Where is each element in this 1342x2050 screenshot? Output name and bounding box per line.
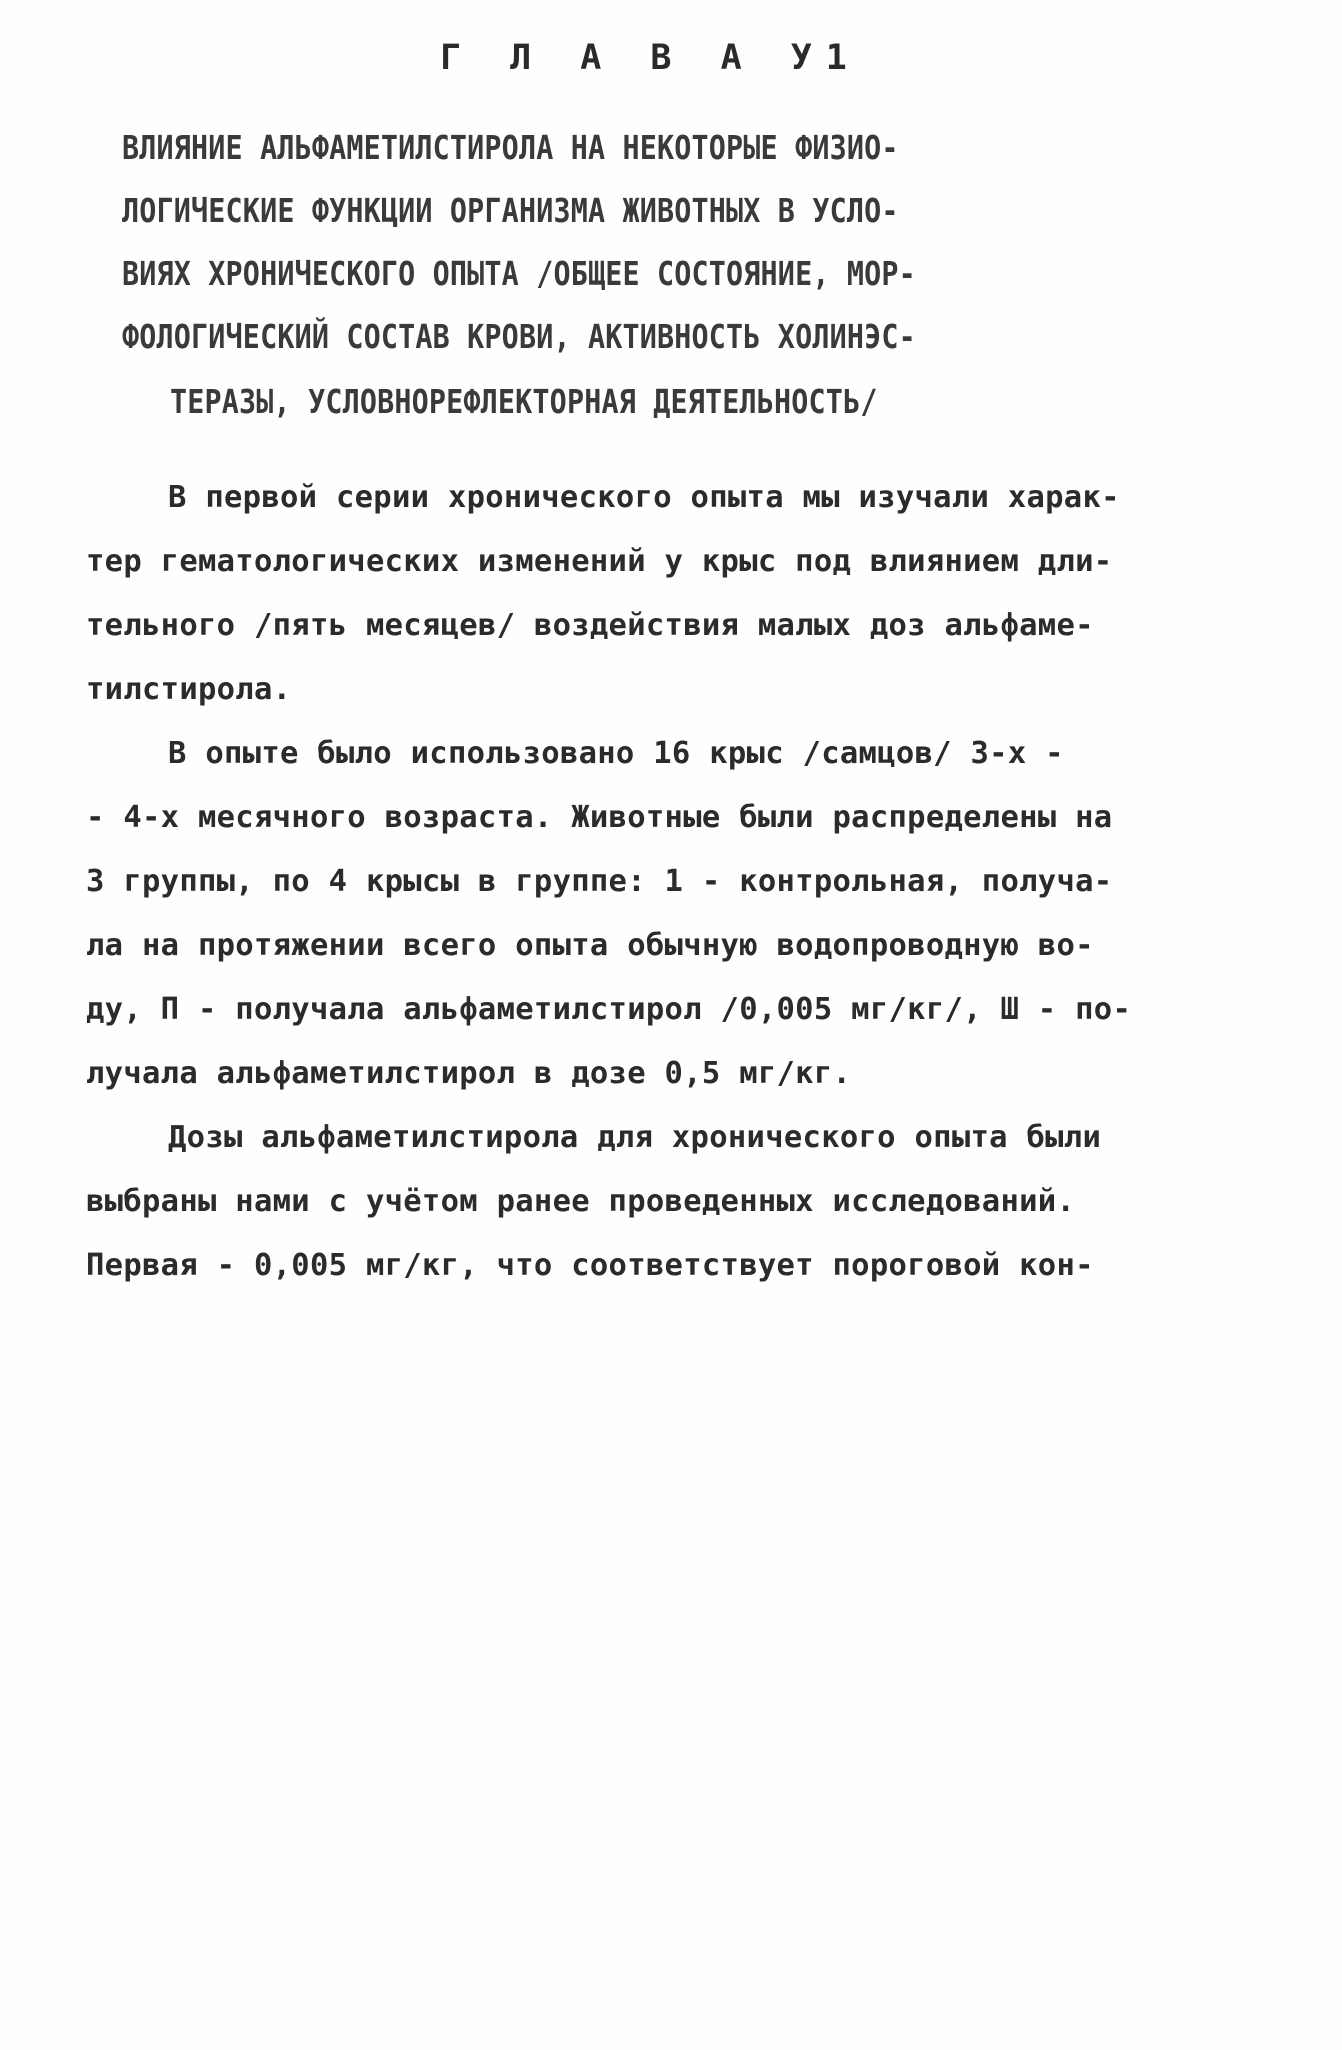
- text-line: выбраны нами с учётом ранее проведенных исследований.: [86, 1184, 1076, 1219]
- text-line: ла на протяжении всего опыта обычную водопроводную во-: [86, 928, 1094, 963]
- text-line: тер гематологических изменений у крыс под влиянием дли-: [86, 544, 1113, 579]
- text-line: - 4-х месячного возраста. Животные были распределены на: [86, 800, 1113, 835]
- heading-line: ТЕРАЗЫ, УСЛОВНОРЕФЛЕКТОРНАЯ ДЕЯТЕЛЬНОСТЬ/: [170, 382, 878, 421]
- heading-line: ВИЯХ ХРОНИЧЕСКОГО ОПЫТА /ОБЩЕЕ СОСТОЯНИЕ, МОР-: [122, 254, 916, 293]
- chapter-heading: [0, 0, 1342, 450]
- heading-line: ФОЛОГИЧЕСКИЙ СОСТАВ КРОВИ, АКТИВНОСТЬ ХОЛИНЭС-: [122, 317, 916, 356]
- heading-line: ВЛИЯНИЕ АЛЬФАМЕТИЛСТИРОЛА НА НЕКОТОРЫЕ ФИЗИО-: [122, 128, 899, 167]
- text-line: В первой серии хронического опыта мы изучали харак-: [168, 480, 1120, 515]
- text-line: лучала альфаметилстирол в дозе 0,5 мг/кг.: [86, 1056, 852, 1091]
- text-line: В опыте было использовано 16 крыс /самцов/ 3-х -: [168, 736, 1064, 771]
- text-line: 3 группы, по 4 крысы в группе: 1 - контрольная, получа-: [86, 864, 1113, 899]
- text-line: Первая - 0,005 мг/кг, что соответствует пороговой кон-: [86, 1248, 1094, 1283]
- text-line: тилстирола.: [86, 672, 292, 707]
- chapter-title: Г Л А В А У1: [440, 38, 861, 78]
- text-line: тельного /пять месяцев/ воздействия малых доз альфаме-: [86, 608, 1094, 643]
- text-line: ду, П - получала альфаметилстирол /0,005 мг/кг/, Ш - по-: [86, 992, 1132, 1027]
- text-line: Дозы альфаметилстирола для хронического опыта были: [168, 1120, 1102, 1155]
- heading-line: ЛОГИЧЕСКИЕ ФУНКЦИИ ОРГАНИЗМА ЖИВОТНЫХ В УСЛО-: [122, 191, 899, 230]
